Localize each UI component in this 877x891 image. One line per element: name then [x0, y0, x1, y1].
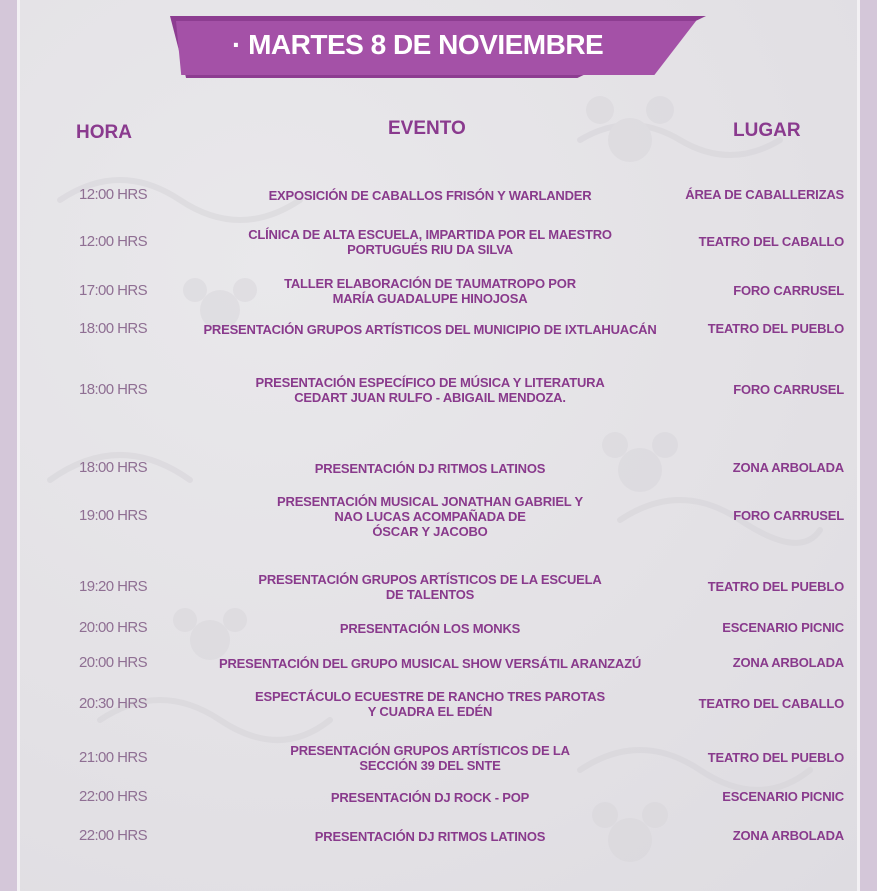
row-evento — [190, 461, 670, 476]
evento-line: DE TALENTOS — [385, 587, 475, 602]
title-bullet: · — [232, 29, 241, 60]
row-hora: 20:00 HRS — [79, 619, 147, 636]
row-lugar: TEATRO DEL PUEBLO — [707, 321, 844, 336]
row-hora: 12:00 HRS — [79, 186, 147, 203]
row-evento — [190, 188, 670, 203]
row-evento — [190, 494, 670, 539]
evento-line: Y CUADRA EL EDÉN — [367, 704, 493, 719]
row-lugar: TEATRO DEL CABALLO — [698, 696, 844, 711]
right-frame-border — [857, 0, 877, 891]
row-lugar: TEATRO DEL PUEBLO — [707, 579, 844, 594]
row-hora: 20:00 HRS — [79, 654, 147, 671]
row-evento — [190, 572, 670, 602]
evento-line: ESPECTÁCULO ECUESTRE DE RANCHO TRES PAROTAS — [255, 689, 605, 704]
evento-line: CLÍNICA DE ALTA ESCUELA, IMPARTIDA POR EL MAESTRO — [248, 227, 612, 242]
row-hora: 19:00 HRS — [79, 507, 147, 524]
row-lugar: FORO CARRUSEL — [733, 283, 844, 298]
row-evento — [190, 656, 670, 671]
row-hora: 12:00 HRS — [79, 233, 147, 250]
row-evento — [190, 743, 670, 773]
row-lugar: TEATRO DEL PUEBLO — [707, 750, 844, 765]
evento-line: PRESENTACIÓN DEL GRUPO MUSICAL SHOW VERSÁTIL ARANZAZÚ — [218, 655, 642, 671]
row-hora: 20:30 HRS — [79, 695, 147, 712]
row-lugar: FORO CARRUSEL — [733, 508, 844, 523]
row-evento — [190, 276, 670, 306]
row-evento — [190, 322, 670, 337]
evento-line: PRESENTACIÓN GRUPOS ARTÍSTICOS DEL MUNICIPIO DE IXTLAHUACÁN — [203, 321, 657, 337]
evento-line: NAO LUCAS ACOMPAÑADA DE — [334, 508, 526, 524]
left-frame-border — [0, 0, 20, 891]
date-banner — [170, 16, 706, 78]
evento-line: PRESENTACIÓN MUSICAL JONATHAN GABRIEL Y — [277, 493, 583, 509]
row-evento — [190, 227, 670, 257]
page-title — [232, 29, 672, 61]
row-lugar: ÁREA DE CABALLERIZAS — [685, 187, 844, 202]
row-hora: 18:00 HRS — [79, 459, 147, 476]
row-lugar: ZONA ARBOLADA — [732, 828, 844, 843]
row-hora: 18:00 HRS — [79, 320, 147, 337]
row-evento — [190, 621, 670, 636]
row-lugar: ESCENARIO PICNIC — [722, 789, 844, 804]
title-text: MARTES 8 DE NOVIEMBRE — [248, 29, 604, 60]
evento-line: MARÍA GUADALUPE HINOJOSA — [332, 291, 528, 306]
row-lugar: TEATRO DEL CABALLO — [698, 234, 844, 249]
evento-line: PRESENTACIÓN DJ RITMOS LATINOS — [314, 828, 546, 844]
row-hora: 18:00 HRS — [79, 381, 147, 398]
row-lugar: ZONA ARBOLADA — [732, 655, 844, 670]
evento-line: TALLER ELABORACIÓN DE TAUMATROPO POR — [284, 276, 576, 291]
evento-line: PORTUGUÉS RIU DA SILVA — [347, 242, 513, 257]
row-hora: 22:00 HRS — [79, 788, 147, 805]
evento-line: PRESENTACIÓN GRUPOS ARTÍSTICOS DE LA — [290, 743, 570, 758]
row-hora: 17:00 HRS — [79, 282, 147, 299]
evento-line: SECCIÓN 39 DEL SNTE — [359, 758, 501, 773]
evento-line: PRESENTACIÓN DJ RITMOS LATINOS — [314, 460, 546, 476]
row-evento — [190, 829, 670, 844]
evento-line: PRESENTACIÓN LOS MONKS — [339, 620, 521, 636]
evento-line: PRESENTACIÓN DJ ROCK - POP — [330, 789, 530, 805]
row-lugar: FORO CARRUSEL — [733, 382, 844, 397]
evento-line: ÓSCAR Y JACOBO — [372, 523, 488, 539]
header-hora: HORA — [76, 122, 132, 143]
row-evento — [190, 375, 670, 405]
row-hora: 19:20 HRS — [79, 578, 147, 595]
row-lugar: ZONA ARBOLADA — [732, 460, 844, 475]
header-lugar: LUGAR — [733, 120, 801, 141]
row-hora: 22:00 HRS — [79, 827, 147, 844]
evento-line: CEDART JUAN RULFO - ABIGAIL MENDOZA. — [294, 390, 566, 405]
row-lugar: ESCENARIO PICNIC — [722, 620, 844, 635]
header-evento: EVENTO — [388, 118, 466, 139]
evento-line: PRESENTACIÓN GRUPOS ARTÍSTICOS DE LA ESCUELA — [258, 572, 602, 587]
row-evento — [190, 790, 670, 805]
evento-line: EXPOSICIÓN DE CABALLOS FRISÓN Y WARLANDER — [268, 187, 592, 203]
row-evento — [190, 689, 670, 719]
evento-line: PRESENTACIÓN ESPECÍFICO DE MÚSICA Y LITERATURA — [255, 375, 605, 390]
row-hora: 21:00 HRS — [79, 749, 147, 766]
